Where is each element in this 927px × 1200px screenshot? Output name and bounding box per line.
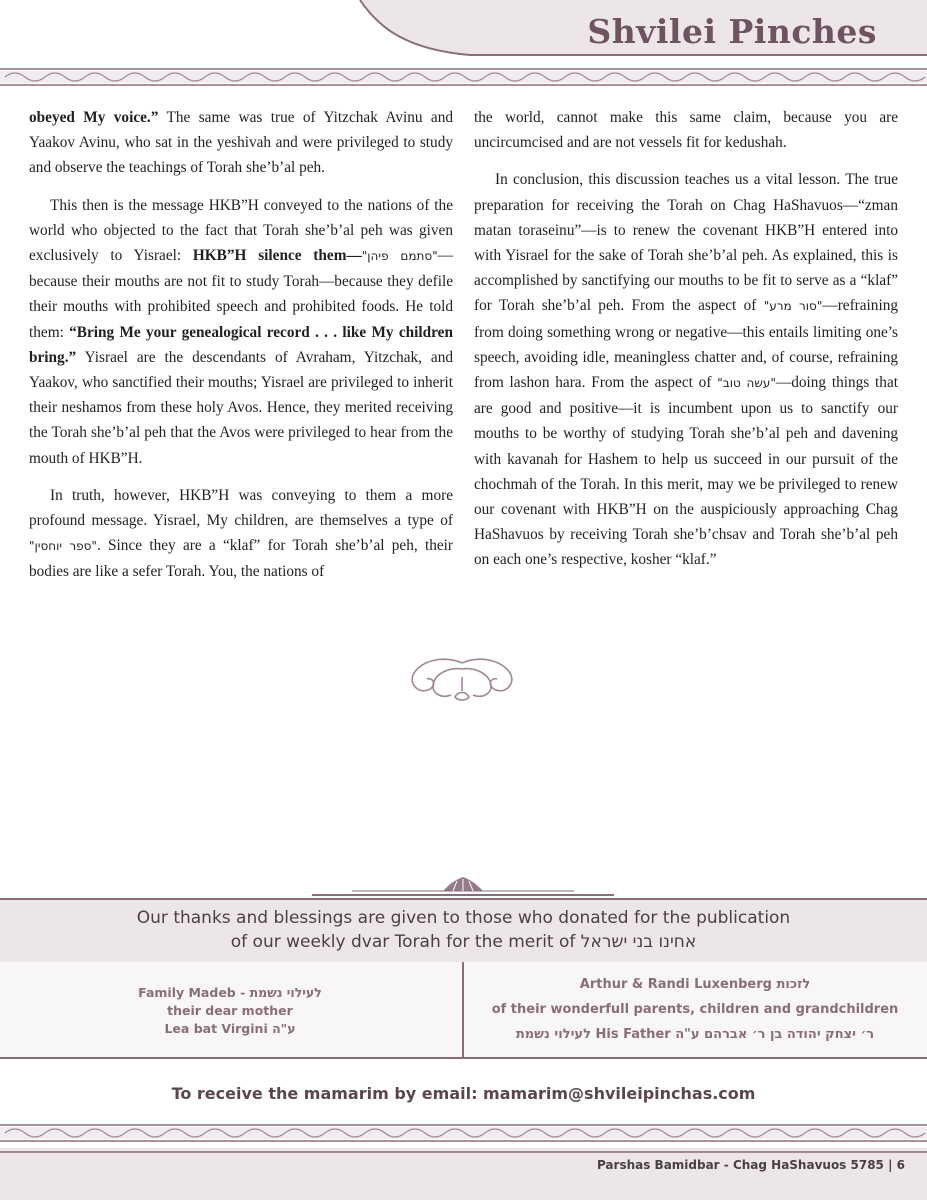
right-paragraph-1: the world, cannot make this same claim, because you are uncircumcised and are not vessels fit for kedushah. <box>474 109 898 152</box>
dedication-left-line-3: Lea bat Virgini ע"ה <box>164 1021 296 1036</box>
hebrew-term: "עשה טוב" <box>717 376 776 391</box>
dedication-right-line-3: לעילוי נשמת His Father ר׳ יצחק יהודה בן ר׳ אברהם ע"ה <box>515 1027 875 1042</box>
paragraph-text: This then is the message HKB”H conveyed to the nations of the world who objected to the fact that Torah she’b’al peh was given exclusively to Yisrael: <box>29 196 453 265</box>
bold-quote: “Bring Me your genealogical record . . . like My children bring.” <box>29 323 453 366</box>
bold-quote: obeyed My voice.” <box>29 109 159 126</box>
decorative-flourish-icon <box>405 655 519 705</box>
dedication-left-line-2: their dear mother <box>167 1003 293 1018</box>
paragraph-text: In truth, however, HKB”H was conveying to them a more profound message. Yisrael, My children, are themselves a type of <box>29 486 453 530</box>
left-paragraph-3 <box>29 483 453 585</box>
dedication-right-line-2: of their wonderfull parents, children and grandchildren <box>491 1002 899 1017</box>
paragraph-text: —because their mouths are not fit to study Torah—because they defile their mouths with prohibited speech and prohibited foods. He told them: <box>29 247 453 341</box>
right-paragraph-2 <box>474 167 898 572</box>
footer-ornament-border <box>0 1122 927 1144</box>
bold-phrase: HKB”H silence them— <box>192 247 362 265</box>
dedication-left-line-1: Family Madeb - לעילוי נשמת <box>138 985 322 1000</box>
paragraph-text: In conclusion, this discussion teaches us a vital lesson. The true preparation for receiving the Torah on Chag HaShavuos—“zman matan toraseinu”—is to renew the covenant HKB”H entered into with Yisrael for the sake of Torah she’b’al peh. As explained, this is accomplished by sanctifying our mouths to be fit to serve as a “klaf” for Torah she’b’al peh. From the aspect of <box>474 171 898 315</box>
hebrew-term: פיהן" <box>367 249 438 264</box>
paragraph-text: The same was true of Yitzchak Avinu and Yaakov Avinu, who sat in the yeshivah and were privileged to study and observe the teachings of Torah she’b’al peh. <box>29 109 453 177</box>
right-column <box>474 105 898 585</box>
publication-title: Shvilei Pinches <box>587 12 877 51</box>
left-paragraph-1 <box>29 105 453 181</box>
email-subscription-line: To receive the mamarim by email: mamarim@shvileipinchas.com <box>171 1084 756 1103</box>
hebrew-term: "סתמם <box>361 249 433 264</box>
donor-thanks-line-2: of our weekly dvar Torah for the merit of אחינו בני ישראל <box>230 932 697 952</box>
footer-band <box>0 1148 927 1200</box>
paragraph-text: . Since they are a “klaf” for Torah she’b’al peh, their bodies are like a sefer Torah. You, the nations of <box>29 537 454 581</box>
donor-divider <box>462 962 464 1057</box>
header-ornament-border <box>0 66 927 88</box>
dedication-right-line-1: Arthur & Randi Luxenberg לזכות <box>579 977 811 992</box>
hebrew-term: "ספר יוחסין" <box>29 539 97 554</box>
left-column <box>29 105 453 597</box>
paragraph-text: Yisrael are the descendants of Avraham, Yitzchak, and Yaakov, who sanctified their mouths; Yisrael are privileged to inherit their neshamos from these holy Avos. Hence, they merited receiving the Torah she’b’al peh that the Avos were privileged to hear from the mouth of HKB”H. <box>29 348 453 467</box>
paragraph-text: —doing things that are good and positive—it is incumbent upon us to sanctify our mouths to be worthy of studying Torah she’b’al peh and davening with kavanah for Hashem to help us succeed in our pursuit of the chochmah of the Torah. In this merit, may we be privileged to renew our covenant with HKB”H on the auspiciously approaching Chag HaShavuos by receiving Torah she’b’chsav and Torah she’b’al peh on each one’s respective, kosher “klaf.” <box>474 374 898 569</box>
left-paragraph-2 <box>29 193 453 471</box>
paragraph-text: —refraining from doing something wrong or negative—this entails limiting one’s speech, avoiding idle, meaningless chatter and, of course, refraining from lashon hara. From the aspect of <box>474 297 898 392</box>
hebrew-term: "סור מרע" <box>763 299 823 314</box>
page-footer: Parshas Bamidbar - Chag HaShavuos 5785 | 6 <box>596 1158 905 1172</box>
donor-thanks-line-1: Our thanks and blessings are given to those who donated for the publication <box>136 908 791 928</box>
